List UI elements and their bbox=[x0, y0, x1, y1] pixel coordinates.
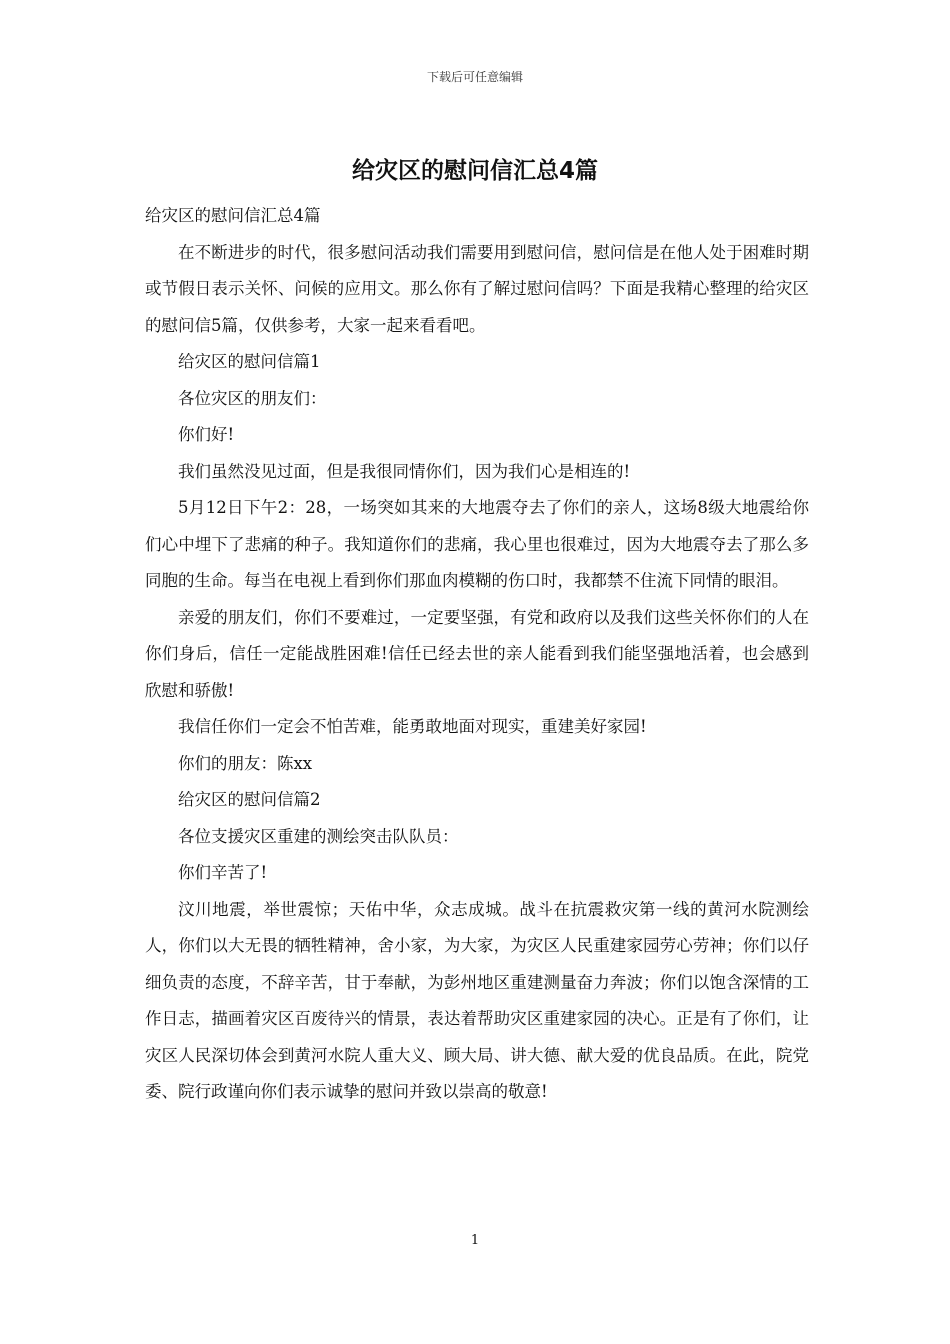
section-heading-letter-1: 给灾区的慰问信篇1 bbox=[178, 352, 321, 371]
letter-greeting: 你们好! bbox=[178, 425, 235, 444]
document-title: 给灾区的慰问信汇总4篇 bbox=[351, 158, 598, 184]
document-body bbox=[145, 198, 809, 1111]
paragraph: 汶川地震，举世震惊；天佑中华，众志成城。战斗在抗震救灾第一线的黄河水院测绘人，你们以大无畏的牺牲精神，舍小家，为大家，为灾区人民重建家园劳心劳神；你们以仔细负责的态度，不辞辛苦，甘于奉献，为彭州地区重建测量奋力奔波；你们以饱含深情的工作日志，描画着灾区百废待兴的情景，表达着帮助灾区重建家园的决心。正是有了你们，让灾区人民深切体会到黄河水院人重大义、顾大局、讲大德、献大爱的优良品质。在此，院党委、院行政谨向你们表示诚挚的慰问并致以崇高的敬意! bbox=[145, 899, 809, 1101]
letter-greeting: 你们辛苦了! bbox=[178, 863, 268, 882]
paragraph: 我信任你们一定会不怕苦难，能勇敢地面对现实，重建美好家园! bbox=[178, 717, 647, 736]
header-note: 下载后可任意编辑 bbox=[426, 70, 523, 84]
paragraph: 我们虽然没见过面，但是我很同情你们，因为我们心是相连的! bbox=[178, 461, 631, 481]
letter-salutation: 各位灾区的朋友们： bbox=[178, 388, 327, 408]
letter-salutation: 各位支援灾区重建的测绘突击队队员： bbox=[178, 826, 459, 846]
document-subtitle: 给灾区的慰问信汇总4篇 bbox=[145, 206, 321, 225]
paragraph: 5月12日下午2：28，一场突如其来的大地震夺去了你们的亲人，这场8级大地震给你们心中埋下了悲痛的种子。我知道你们的悲痛，我心里也很难过，因为大地震夺去了那么多同胞的生命。每当在电视上看到你们那血肉模糊的伤口时，我都禁不住流下同情的眼泪。 bbox=[145, 498, 809, 590]
page-number: 1 bbox=[470, 1233, 480, 1248]
paragraph-intro: 在不断进步的时代，很多慰问活动我们需要用到慰问信，慰问信是在他人处于困难时期或节假日表示关怀、问候的应用文。那么你有了解过慰问信吗？下面是我精心整理的给灾区的慰问信5篇，仅供参考，大家一起来看看吧。 bbox=[145, 242, 809, 335]
section-heading-letter-2: 给灾区的慰问信篇2 bbox=[178, 790, 321, 809]
paragraph: 亲爱的朋友们，你们不要难过，一定要坚强，有党和政府以及我们这些关怀你们的人在你们身后，信任一定能战胜困难!信任已经去世的亲人能看到我们能坚强地活着，也会感到欣慰和骄傲! bbox=[145, 607, 809, 700]
letter-signature: 你们的朋友：陈xx bbox=[178, 753, 313, 773]
